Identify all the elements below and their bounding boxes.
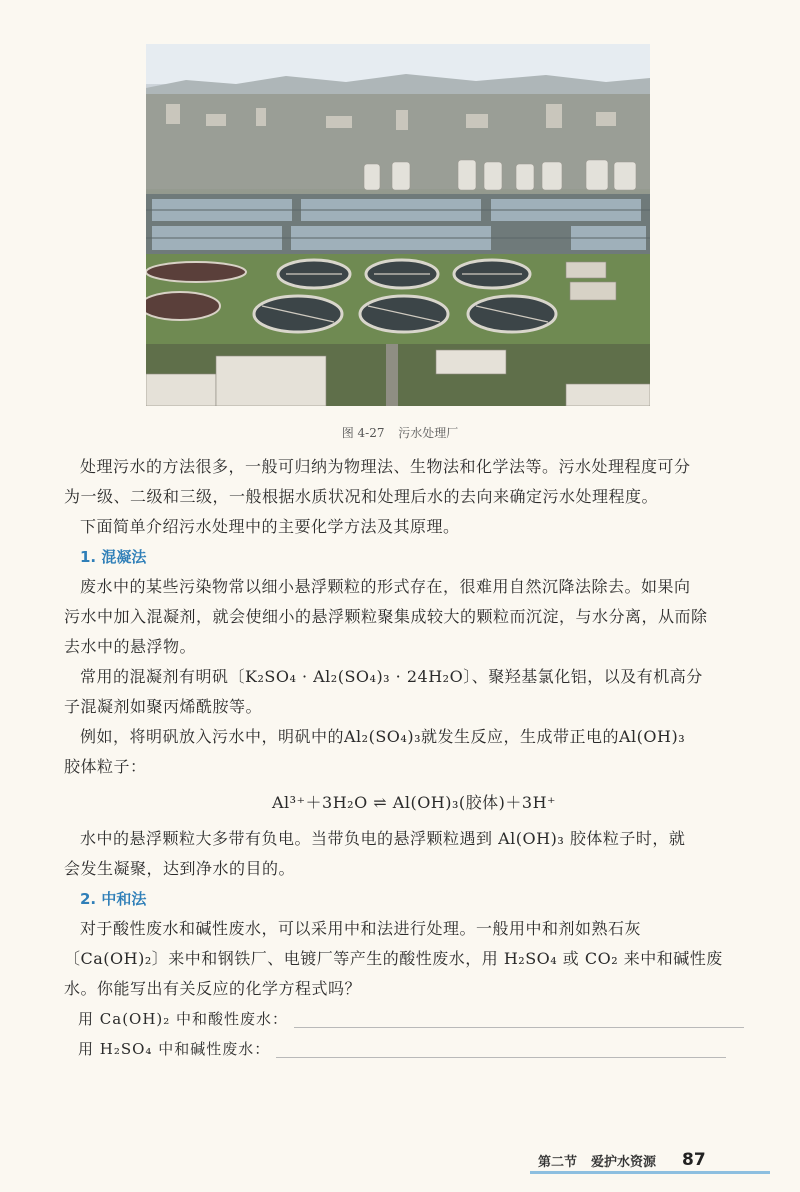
footer-section: 第二节 <box>538 1154 578 1170</box>
paragraph-neutralization <box>64 914 764 1004</box>
text-line: 处理污水的方法很多，一般可归纳为物理法、生物法和化学法等。污水处理程度可分 <box>80 457 691 476</box>
chemical-equation: Al³⁺＋3H₂O ⇌ Al(OH)₃(胶体)＋3H⁺ <box>272 793 556 812</box>
footer-title: 爱护水资源 <box>591 1154 657 1170</box>
text-line: 下面简单介绍污水处理中的主要化学方法及其原理。 <box>80 517 460 536</box>
text-line: 污水中加入混凝剂，就会使细小的悬浮颗粒聚集成较大的颗粒而沉淀，与水分离，从而除 <box>64 607 708 626</box>
text-line: 水中的悬浮颗粒大多带有负电。当带负电的悬浮颗粒遇到 Al(OH)₃ 胶体粒子时，就 <box>80 829 686 848</box>
text-line: 胶体粒子： <box>64 757 147 776</box>
text-line: 对于酸性废水和碱性废水，可以采用中和法进行处理。一般用中和剂如熟石灰 <box>80 919 642 938</box>
paragraph-alum-example <box>64 722 764 782</box>
section-heading-coagulation: 1. 混凝法 <box>80 548 147 566</box>
text-line: 去水中的悬浮物。 <box>64 637 197 656</box>
text-line: 为一级、二级和三级，一般根据水质状况和处理后水的去向来确定污水处理程度。 <box>64 487 659 506</box>
sewage-plant-photo <box>146 44 650 406</box>
paragraph-methods <box>64 452 764 512</box>
text-line: 〔Ca(OH)₂〕来中和钢铁厂、电镀厂等产生的酸性废水，用 H₂SO₄ 或 CO₂ 来中和碱性废 <box>64 949 723 968</box>
paragraph-coagulants <box>64 662 764 722</box>
paragraph-charge <box>64 824 764 884</box>
figure-title: 污水处理厂 <box>398 426 459 440</box>
answer-row-base <box>64 1034 764 1064</box>
page-number: 87 <box>682 1150 706 1170</box>
answer-label-acid: 用 Ca(OH)₂ 中和酸性废水： <box>78 1010 289 1028</box>
text-line: 子混凝剂如聚丙烯酰胺等。 <box>64 697 263 716</box>
answer-label-base: 用 H₂SO₄ 中和碱性废水： <box>78 1040 271 1058</box>
figure-number: 图 4-27 <box>341 426 385 440</box>
paragraph-intro <box>64 512 764 542</box>
main-text <box>64 452 764 1064</box>
answer-blank-acid[interactable] <box>294 1027 744 1028</box>
figure-caption <box>0 424 800 441</box>
footer-rule <box>530 1171 770 1174</box>
text-line: 废水中的某些污染物常以细小悬浮颗粒的形式存在，很难用自然沉降法除去。如果向 <box>80 577 691 596</box>
page-footer <box>538 1150 706 1170</box>
text-line: 水。你能写出有关反应的化学方程式吗？ <box>64 979 362 998</box>
text-line: 例如，将明矾放入污水中，明矾中的Al₂(SO₄)₃就发生反应，生成带正电的Al(OH)₃ <box>80 727 686 746</box>
text-line: 常用的混凝剂有明矾〔K₂SO₄ · Al₂(SO₄)₃ · 24H₂O〕、聚羟基氯化铝，以及有机高分 <box>80 667 703 686</box>
answer-blank-base[interactable] <box>276 1057 726 1058</box>
section-heading-neutralization: 2. 中和法 <box>80 890 147 908</box>
text-line: 会发生凝聚，达到净水的目的。 <box>64 859 296 878</box>
paragraph-coagulation <box>64 572 764 662</box>
answer-row-acid <box>64 1004 764 1034</box>
